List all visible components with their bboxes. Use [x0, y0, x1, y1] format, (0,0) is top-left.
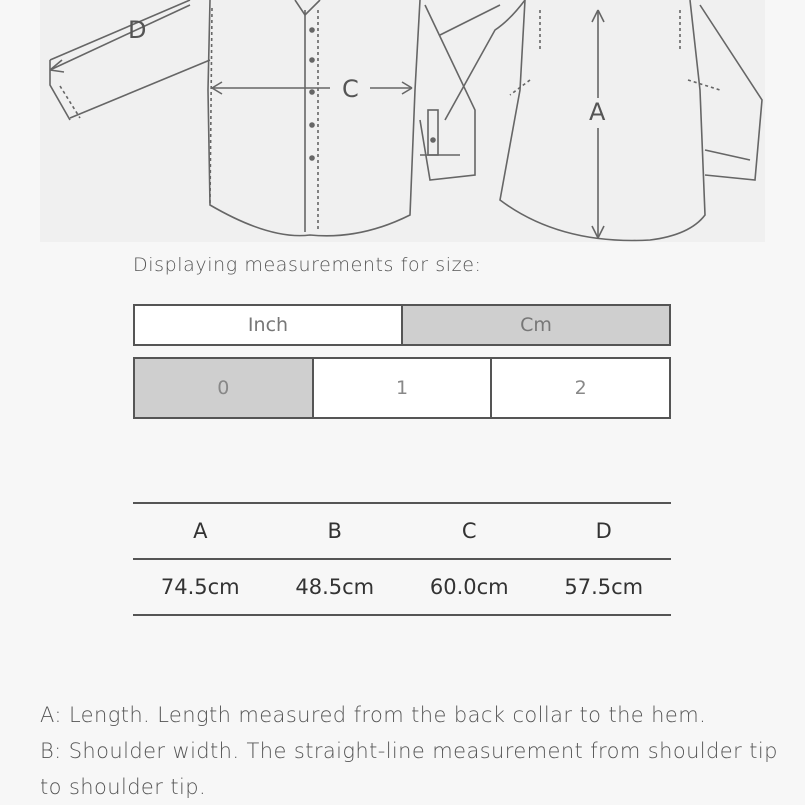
- table-cell: 74.5cm: [160, 575, 240, 599]
- size-option-1[interactable]: 1: [312, 359, 491, 417]
- size-option-2[interactable]: 2: [490, 359, 669, 417]
- legend-b-line1: B: Shoulder width. The straight-line measurement from shoulder tip: [40, 739, 778, 763]
- legend-a: A: Length. Length measured from the back collar to the hem.: [40, 703, 707, 727]
- table-header: B: [327, 519, 342, 543]
- unit-option-inch[interactable]: Inch: [135, 306, 401, 344]
- unit-option-cm[interactable]: Cm: [401, 306, 669, 344]
- size-option-0[interactable]: 0: [135, 359, 312, 417]
- label-c: C: [342, 75, 359, 103]
- table-cell: 48.5cm: [295, 575, 375, 599]
- label-d: D: [128, 16, 147, 44]
- shirt-measurement-illustration: [40, 0, 765, 242]
- measurement-legend: [40, 697, 780, 805]
- front-shirt-drawing: [50, 0, 475, 236]
- measurement-table: [133, 502, 671, 616]
- table-row: [133, 559, 671, 615]
- table-header: D: [595, 519, 612, 543]
- table-cell: 57.5cm: [564, 575, 644, 599]
- table-header: C: [461, 519, 477, 543]
- table-cell: 60.0cm: [429, 575, 509, 599]
- table-header: A: [193, 519, 208, 543]
- size-caption: Displaying measurements for size:: [133, 254, 482, 276]
- table-header-row: [133, 503, 671, 559]
- legend-b-line2: to shoulder tip.: [40, 775, 207, 799]
- size-toggle: [133, 357, 671, 419]
- label-a: A: [589, 98, 606, 126]
- unit-toggle: [133, 304, 671, 346]
